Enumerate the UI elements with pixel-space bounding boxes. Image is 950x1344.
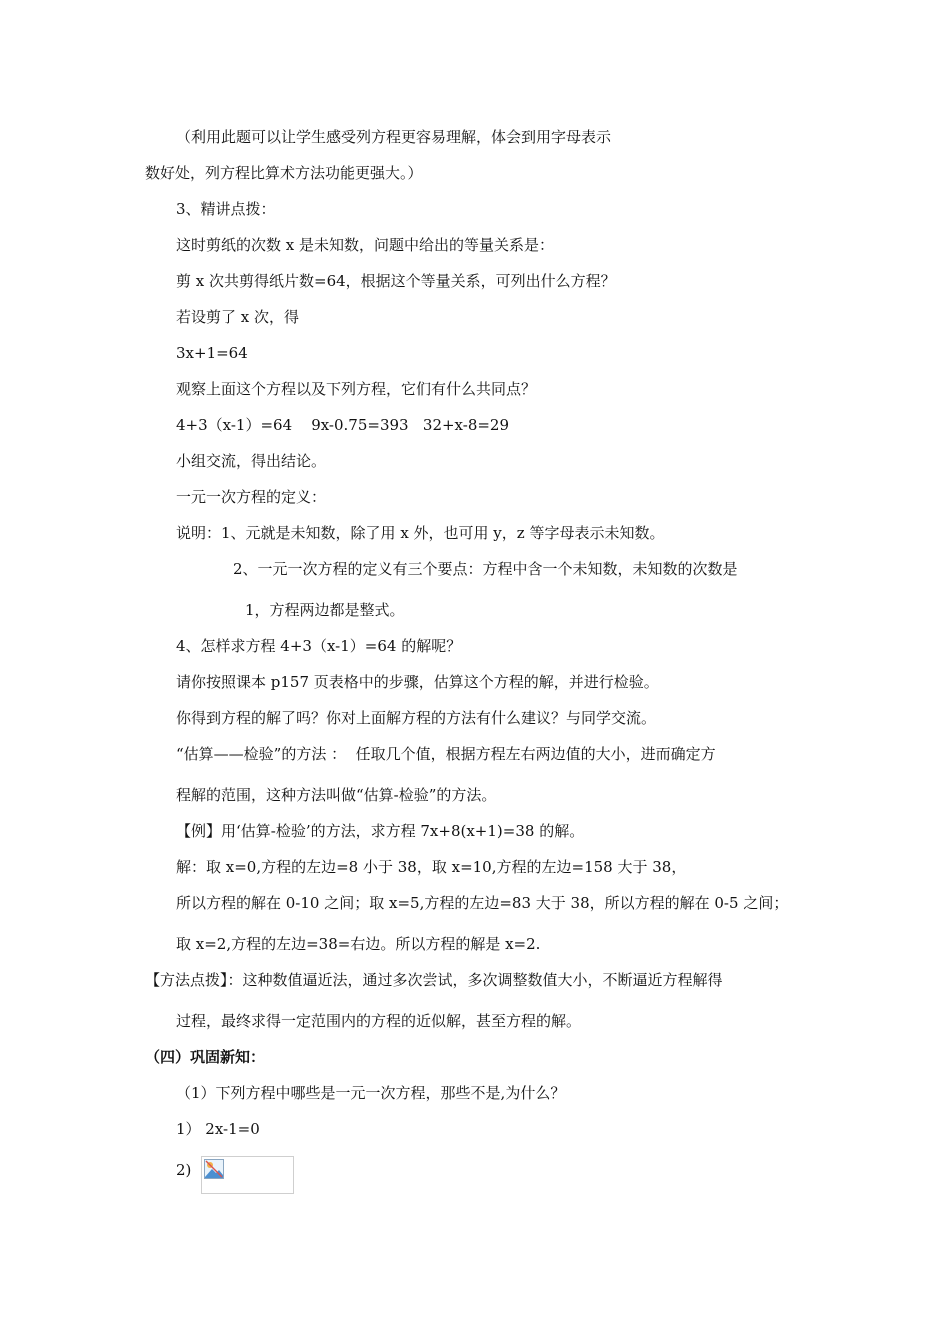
text-line: 请你按照课本 p157 页表格中的步骤，估算这个方程的解，并进行检验。: [176, 673, 659, 691]
explanation-2: 2、一元一次方程的定义有三个要点：方程中含一个未知数，未知数的次数是: [233, 560, 738, 578]
method-tip-cont: 过程，最终求得一定范围内的方程的近似解，甚至方程的解。: [176, 1012, 582, 1030]
exercise-item-2-label: 2): [176, 1161, 192, 1179]
method-tip: 【方法点拨】：这种数值逼近法，通过多次尝试，多次调整数值大小，不断逼近方程解得: [145, 971, 723, 989]
solution-line: 解：取 x=0,方程的左边=8 小于 38，取 x=10,方程的左边=158 大于 38，: [176, 858, 687, 876]
text-line: 小组交流，得出结论。: [176, 452, 327, 470]
solution-line: 所以方程的解在 0-10 之间；取 x=5,方程的左边=83 大于 38，所以方程的解在 0-5 之间；: [176, 894, 789, 912]
solution-line: 取 x=2,方程的左边=38=右边。所以方程的解是 x=2.: [176, 935, 541, 953]
text-line: 观察上面这个方程以及下列方程，它们有什么共同点？: [176, 380, 537, 398]
text-line: 这时剪纸的次数 x 是未知数，问题中给出的等量关系是：: [176, 236, 554, 254]
text-line: 剪 x 次共剪得纸片数=64，根据这个等量关系，可列出什么方程？: [176, 272, 616, 290]
paragraph-note-cont: 数好处，列方程比算术方法功能更强大。）: [145, 164, 423, 182]
method-definition: “估算——检验”的方法 ： 任取几个值，根据方程左右两边值的大小，进而确定方: [176, 745, 716, 763]
definition-heading: 一元一次方程的定义：: [176, 488, 327, 506]
text-line: 若设剪了 x 次，得: [176, 308, 299, 326]
equation-line: 3x+1=64: [176, 344, 248, 362]
exercise-item-1: 1） 2x-1=0: [176, 1120, 260, 1138]
exercise-question: （1）下列方程中哪些是一元一次方程，那些不是,为什么？: [176, 1084, 566, 1102]
equation-line: 4+3（x-1）=64 9x-0.75=393 32+x-8=29: [176, 416, 510, 434]
example-heading: 【例】用‘估算-检验’的方法，求方程 7x+8(x+1)=38 的解。: [176, 822, 585, 840]
explanation-2-cont: 1，方程两边都是整式。: [245, 601, 405, 619]
broken-image-placeholder: [201, 1156, 294, 1194]
broken-image-icon: [204, 1159, 224, 1179]
section-heading-consolidate: （四）巩固新知：: [145, 1048, 266, 1066]
section-heading-4: 4、怎样求方程 4+3（x-1）=64 的解呢？: [176, 637, 462, 655]
paragraph-note: （利用此题可以让学生感受列方程更容易理解，体会到用字母表示: [176, 128, 612, 146]
explanation-1: 说明：1、元就是未知数，除了用 x 外，也可用 y，z 等字母表示未知数。: [176, 524, 665, 542]
section-heading-3: 3、精讲点拨：: [176, 200, 276, 218]
method-definition-cont: 程解的范围，这种方法叫做“估算-检验”的方法。: [176, 786, 497, 804]
text-line: 你得到方程的解了吗？你对上面解方程的方法有什么建议？与同学交流。: [176, 709, 657, 727]
